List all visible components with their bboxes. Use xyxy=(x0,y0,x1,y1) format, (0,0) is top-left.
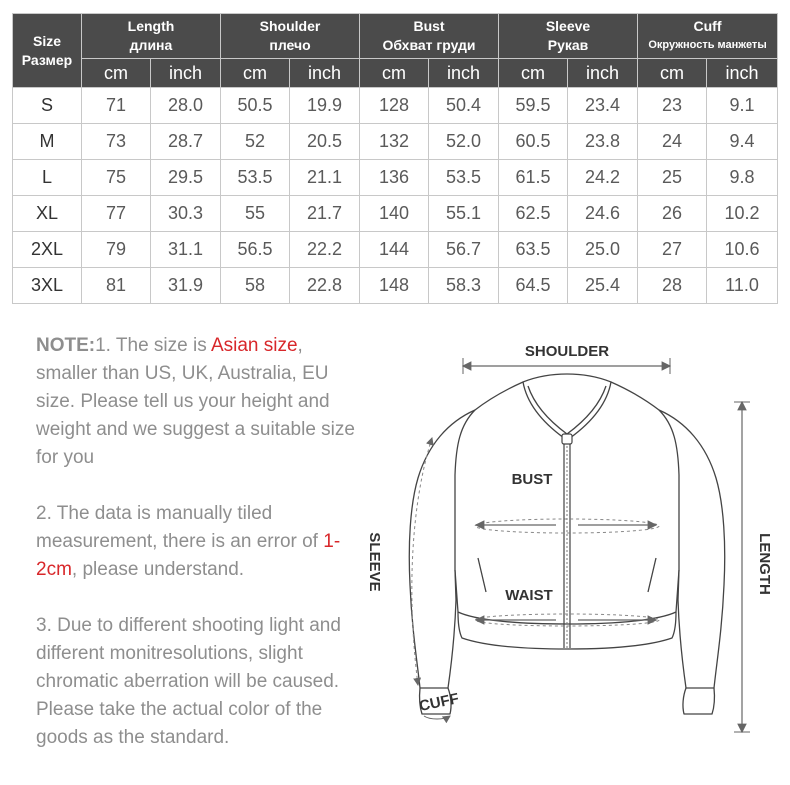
measurement-cell: 27 xyxy=(638,232,707,268)
measurement-cell: 148 xyxy=(360,268,429,304)
measurement-cell: 28.0 xyxy=(151,88,221,124)
measurement-cell: 19.9 xyxy=(290,88,360,124)
measurement-cell: 56.5 xyxy=(221,232,290,268)
measurement-cell: 58 xyxy=(221,268,290,304)
shoulder-measure xyxy=(463,343,670,374)
size-column-header: Size Размер xyxy=(13,14,82,88)
notes-panel xyxy=(36,332,366,752)
size-cell: XL xyxy=(13,196,82,232)
measurement-cell: 21.1 xyxy=(290,160,360,196)
size-cell: 2XL xyxy=(13,232,82,268)
bust-label: BUST xyxy=(511,471,553,488)
measurement-cell: 64.5 xyxy=(499,268,568,304)
table-row xyxy=(13,88,778,124)
measurement-cell: 58.3 xyxy=(429,268,499,304)
measurement-cell: 144 xyxy=(360,232,429,268)
measurement-cell: 73 xyxy=(82,124,151,160)
table-row xyxy=(13,232,778,268)
measurement-cell: 24.2 xyxy=(568,160,638,196)
table-row xyxy=(13,160,778,196)
length-header: Length длина xyxy=(82,14,221,59)
measurement-cell: 20.5 xyxy=(290,124,360,160)
measurement-cell: 9.1 xyxy=(707,88,778,124)
table-row xyxy=(13,268,778,304)
unit-header: inch xyxy=(290,59,360,88)
unit-header: cm xyxy=(360,59,429,88)
size-cell: L xyxy=(13,160,82,196)
measurement-cell: 30.3 xyxy=(151,196,221,232)
measurement-cell: 77 xyxy=(82,196,151,232)
measurement-cell: 9.4 xyxy=(707,124,778,160)
measurement-cell: 53.5 xyxy=(429,160,499,196)
sleeve-label: SLEEVE xyxy=(366,532,383,592)
measurement-cell: 55 xyxy=(221,196,290,232)
table-row xyxy=(13,124,778,160)
measurement-cell: 22.2 xyxy=(290,232,360,268)
measurement-cell: 61.5 xyxy=(499,160,568,196)
unit-header: cm xyxy=(638,59,707,88)
measurement-cell: 28.7 xyxy=(151,124,221,160)
measurement-cell: 10.2 xyxy=(707,196,778,232)
measurement-cell: 81 xyxy=(82,268,151,304)
length-label: LENGTH xyxy=(756,533,773,595)
unit-header: inch xyxy=(707,59,778,88)
bust-header: Bust Обхват груди xyxy=(360,14,499,59)
measurement-cell: 63.5 xyxy=(499,232,568,268)
cuff-header: Cuff Окружность манжеты xyxy=(638,14,778,59)
length-measure xyxy=(734,402,773,732)
table-row xyxy=(13,196,778,232)
measurement-cell: 25 xyxy=(638,160,707,196)
measurement-cell: 56.7 xyxy=(429,232,499,268)
measurement-cell: 128 xyxy=(360,88,429,124)
measurement-cell: 52 xyxy=(221,124,290,160)
measurement-cell: 9.8 xyxy=(707,160,778,196)
measurement-cell: 25.4 xyxy=(568,268,638,304)
note-3: 3. Due to different shooting light and different monitresolutions, slight chromatic aberration will be caused. Please take the actual color of the goods as the standard. xyxy=(36,615,341,748)
measurement-cell: 10.6 xyxy=(707,232,778,268)
measurement-cell: 31.1 xyxy=(151,232,221,268)
error-range-highlight: 1-2cm xyxy=(36,531,341,580)
shoulder-header: Shoulder плечо xyxy=(221,14,360,59)
measurement-cell: 71 xyxy=(82,88,151,124)
measurement-cell: 140 xyxy=(360,196,429,232)
size-chart-table xyxy=(12,13,778,304)
measurement-cell: 24 xyxy=(638,124,707,160)
measurement-cell: 75 xyxy=(82,160,151,196)
note-1: NOTE:1. The size is Asian size, smaller than US, UK, Australia, EU size. Please tell us your height and weight and we suggest a suitable size for you xyxy=(36,335,355,468)
size-cell: 3XL xyxy=(13,268,82,304)
measurement-cell: 132 xyxy=(360,124,429,160)
waist-label: WAIST xyxy=(505,587,553,604)
asian-size-highlight: Asian size xyxy=(210,335,298,356)
unit-header: inch xyxy=(568,59,638,88)
measurement-cell: 79 xyxy=(82,232,151,268)
unit-header: inch xyxy=(151,59,221,88)
measurement-cell: 31.9 xyxy=(151,268,221,304)
measurement-cell: 22.8 xyxy=(290,268,360,304)
sleeve-measure xyxy=(366,438,432,685)
measurement-cell: 55.1 xyxy=(429,196,499,232)
unit-header: cm xyxy=(221,59,290,88)
size-cell: S xyxy=(13,88,82,124)
measurement-cell: 25.0 xyxy=(568,232,638,268)
note-2: 2. The data is manually tiled measurement, there is an error of 1-2cm, please understand. xyxy=(36,503,341,580)
measurement-cell: 62.5 xyxy=(499,196,568,232)
zipper xyxy=(562,434,572,648)
measurement-cell: 60.5 xyxy=(499,124,568,160)
jacket-diagram xyxy=(360,330,780,780)
sleeve-header: Sleeve Рукав xyxy=(499,14,638,59)
measurement-cell: 29.5 xyxy=(151,160,221,196)
size-cell: M xyxy=(13,124,82,160)
measurement-cell: 11.0 xyxy=(707,268,778,304)
cuff-measure xyxy=(418,690,461,719)
measurement-cell: 23 xyxy=(638,88,707,124)
cuff-label: CUFF xyxy=(417,690,461,716)
measurement-cell: 50.5 xyxy=(221,88,290,124)
shoulder-label: SHOULDER xyxy=(524,343,610,360)
measurement-cell: 136 xyxy=(360,160,429,196)
measurement-cell: 59.5 xyxy=(499,88,568,124)
measurement-cell: 23.4 xyxy=(568,88,638,124)
measurement-cell: 28 xyxy=(638,268,707,304)
unit-header: cm xyxy=(82,59,151,88)
unit-header: inch xyxy=(429,59,499,88)
measurement-cell: 26 xyxy=(638,196,707,232)
measurement-cell: 24.6 xyxy=(568,196,638,232)
measurement-cell: 52.0 xyxy=(429,124,499,160)
measurement-cell: 23.8 xyxy=(568,124,638,160)
measurement-cell: 21.7 xyxy=(290,196,360,232)
unit-header: cm xyxy=(499,59,568,88)
measurement-cell: 53.5 xyxy=(221,160,290,196)
measurement-cell: 50.4 xyxy=(429,88,499,124)
